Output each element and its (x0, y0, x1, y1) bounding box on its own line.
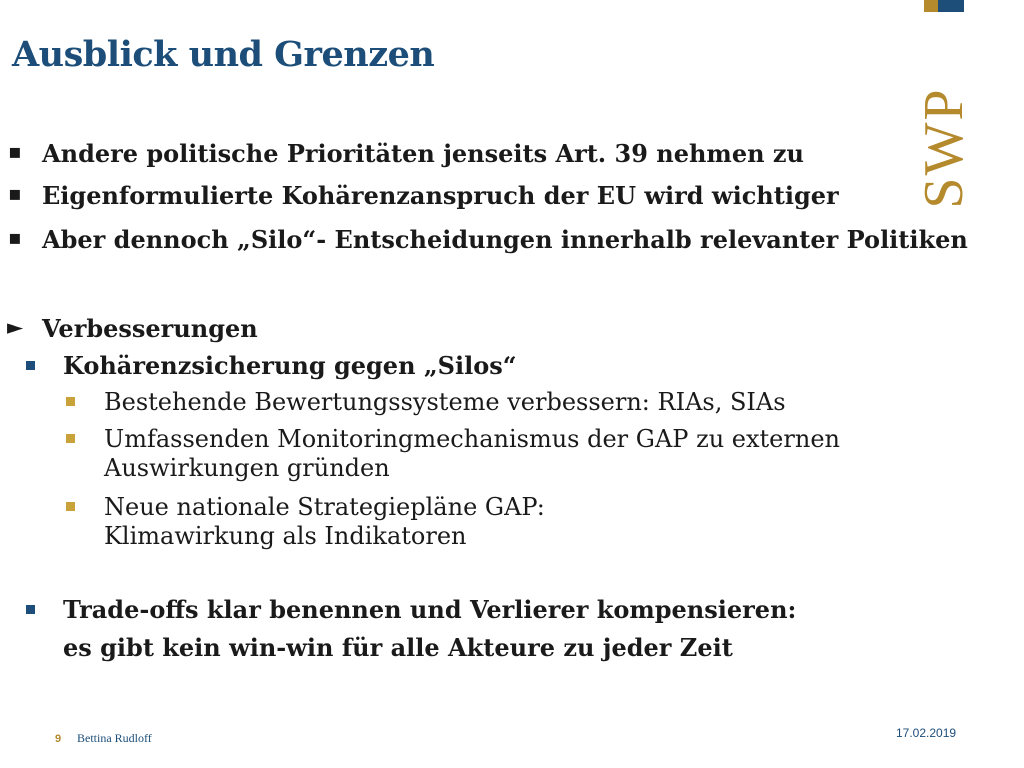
square-bullet-icon: ▪ (8, 181, 22, 205)
logo-accent-gold (924, 0, 938, 12)
line: Umfassenden Monitoringmechanismus der GAP zu externen (104, 425, 840, 453)
bullet-text: Aber dennoch „Silo“- Entscheidungen innerhalb relevanter Politiken (42, 225, 968, 254)
sub-bullet-text (63, 591, 796, 667)
line: Neue nationale Strategiepläne GAP: (104, 493, 545, 521)
sub-sub-bullet-text (104, 493, 545, 551)
line: es gibt kein win-win für alle Akteure zu jeder Zeit (63, 633, 733, 662)
slide-title: Ausblick und Grenzen (12, 34, 435, 75)
page-number: 9 (55, 733, 62, 745)
square-bullet-icon (66, 502, 75, 511)
sub-sub-bullet-text: Bestehende Bewertungssysteme verbessern: RIAs, SIAs (104, 388, 786, 416)
improvements-heading-text: Verbesserungen (42, 314, 258, 343)
sub-sub-bullet-text (104, 425, 840, 483)
sub-bullet-text: Kohärenzsicherung gegen „Silos“ (63, 351, 517, 380)
slide-date: 17.02.2019 (896, 726, 957, 740)
square-bullet-icon (26, 605, 35, 614)
square-bullet-icon (66, 434, 75, 443)
author-name: Bettina Rudloff (77, 731, 152, 745)
bullet-text: Eigenformulierte Kohärenzanspruch der EU wird wichtiger (42, 181, 839, 210)
square-bullet-icon: ▪ (8, 225, 22, 249)
bullet-text: Andere politische Prioritäten jenseits Art. 39 nehmen zu (42, 139, 804, 168)
line: Auswirkungen gründen (104, 454, 390, 482)
square-bullet-icon (26, 361, 35, 370)
square-bullet-icon: ▪ (8, 139, 22, 163)
line: Trade-offs klar benennen und Verlierer kompensieren: (63, 595, 797, 624)
logo-accent-blue (938, 0, 964, 12)
square-bullet-icon (66, 397, 75, 406)
swp-logo: SWP (913, 87, 975, 209)
line: Klimawirkung als Indikatoren (104, 522, 467, 550)
arrow-right-icon: ► (7, 314, 24, 339)
